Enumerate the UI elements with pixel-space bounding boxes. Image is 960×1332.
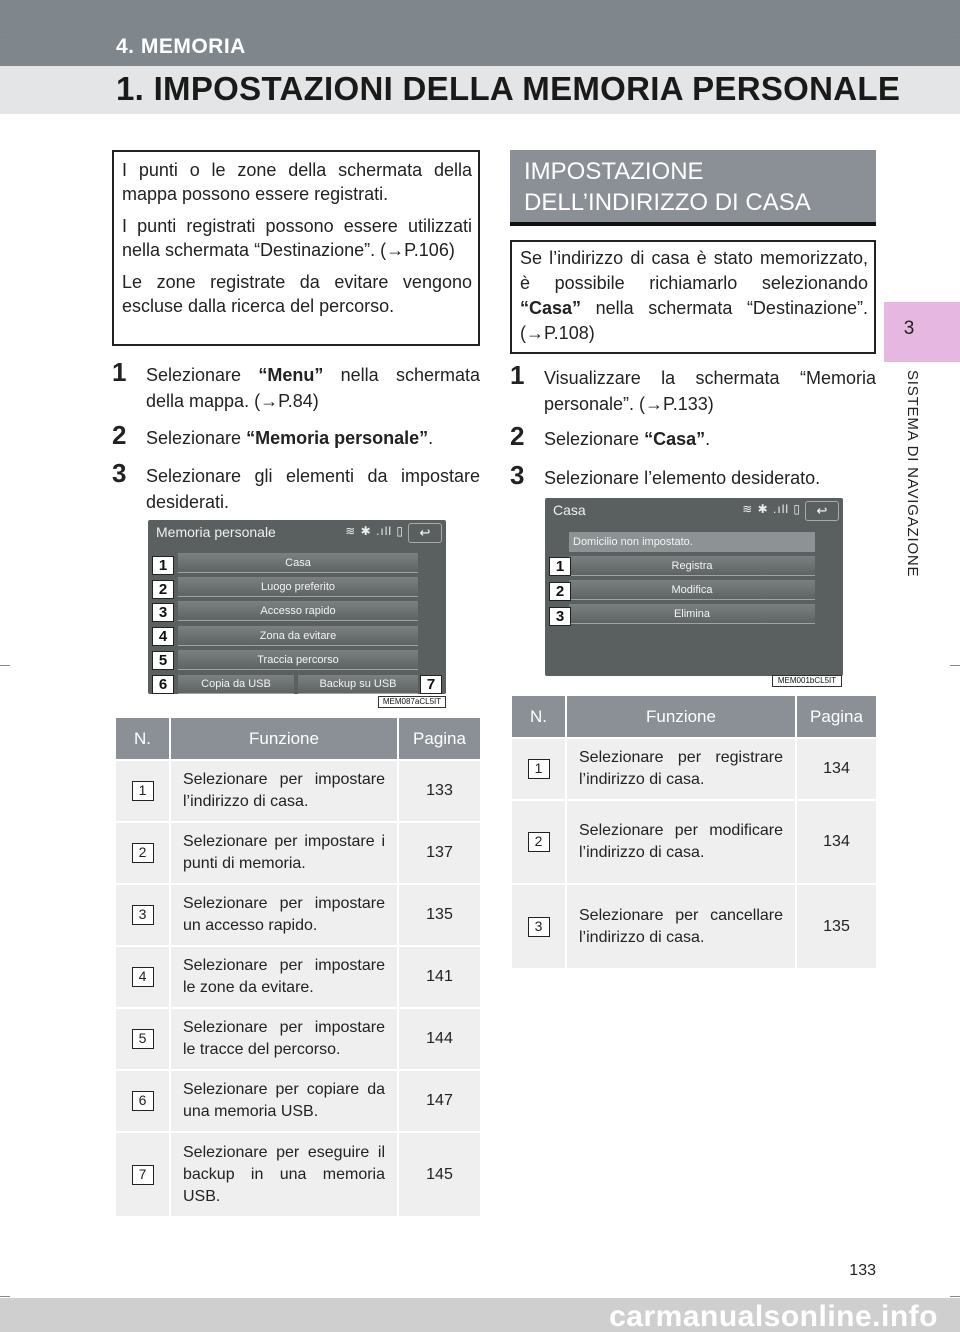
row-page: 137	[398, 822, 480, 884]
home-intro-box	[510, 240, 876, 354]
intro-paragraph: I punti registrati possono essere utilizzati nella schermata “Destinazione”. (→P.106)	[122, 216, 472, 260]
table-row	[512, 884, 876, 968]
accesso-rapido-button[interactable]: Accesso rapido	[178, 601, 418, 621]
home-address-field: Domicilio non impostato.	[569, 532, 815, 552]
callout-3: 3	[152, 603, 174, 622]
row-function: Selezionare per impostare le tracce del percorso.	[170, 1008, 398, 1070]
chapter-side-title: SISTEMA DI NAVIGAZIONE	[904, 370, 921, 578]
casa-button[interactable]: Casa	[178, 553, 418, 573]
row-number: 6	[132, 1091, 154, 1111]
table-row	[512, 738, 876, 800]
row-page: 135	[398, 884, 480, 946]
row-function: Selezionare per registrare l’indirizzo di casa.	[566, 738, 796, 800]
home-step-3: 3 Selezionare l’elemento desiderato.	[510, 460, 821, 490]
table-row	[116, 884, 480, 946]
callout-2: 2	[549, 582, 571, 601]
table-row	[116, 946, 480, 1008]
row-number: 1	[528, 759, 550, 779]
col-header-n: N.	[512, 696, 566, 738]
luogo-preferito-button[interactable]: Luogo preferito	[178, 577, 418, 597]
callout-2: 2	[152, 580, 174, 599]
row-page: 133	[398, 760, 480, 822]
row-function: Selezionare per copiare da una memoria USB.	[170, 1070, 398, 1132]
table-row	[116, 1070, 480, 1132]
status-icons: ≋ ✱ .ıll ▯	[742, 502, 801, 516]
crop-mark	[0, 34, 10, 35]
crop-mark	[950, 665, 960, 666]
table-row	[512, 800, 876, 884]
step-number: 1	[510, 360, 525, 390]
home-intro-paragraph: Se l’indirizzo di casa è stato memorizzato, è possibile richiamarlo selezionando “Casa” nella schermata “Destinazione”. (→P.108)	[520, 248, 868, 343]
memoria-personale-screen	[148, 520, 446, 694]
left-function-table	[116, 718, 480, 1216]
callout-4: 4	[152, 627, 174, 646]
row-page: 134	[796, 800, 876, 884]
row-number: 3	[528, 917, 550, 937]
step-number: 2	[510, 421, 525, 451]
table-row	[116, 1132, 480, 1216]
zona-da-evitare-button[interactable]: Zona da evitare	[178, 626, 418, 646]
crop-mark	[0, 665, 10, 666]
chapter-number: 3	[903, 318, 915, 339]
step-number: 2	[112, 420, 127, 450]
col-header-pagina: Pagina	[796, 696, 876, 738]
intro-paragraph: Le zone registrate da evitare vengono escluse dalla ricerca del percorso.	[122, 272, 472, 316]
row-function: Selezionare per eseguire il backup in una memoria USB.	[170, 1132, 398, 1216]
row-number: 3	[132, 905, 154, 925]
row-number: 2	[132, 843, 154, 863]
callout-6: 6	[152, 675, 174, 694]
backup-su-usb-button[interactable]: Backup su USB	[298, 675, 418, 694]
row-function: Selezionare per impostare le zone da evitare.	[170, 946, 398, 1008]
row-page: 134	[796, 738, 876, 800]
image-code: MEM001bCL5IT	[772, 675, 842, 687]
row-page: 141	[398, 946, 480, 1008]
screen-title: Casa	[553, 502, 586, 518]
row-page: 144	[398, 1008, 480, 1070]
home-step-1: 1 Visualizzare la schermata “Memoria personale”. (→P.133)	[510, 360, 876, 414]
col-header-funzione: Funzione	[170, 718, 398, 760]
crop-mark	[950, 34, 960, 35]
callout-1: 1	[152, 556, 174, 575]
step-number: 3	[112, 458, 127, 488]
casa-screen	[545, 498, 843, 676]
right-function-table	[512, 696, 876, 968]
status-icons: ≋ ✱ .ıll ▯	[345, 524, 404, 538]
page-number: 133	[849, 1262, 876, 1279]
step-number: 3	[510, 460, 525, 490]
row-function: Selezionare per modificare l’indirizzo di casa.	[566, 800, 796, 884]
elimina-button[interactable]: Elimina	[569, 604, 815, 624]
image-code: MEM087aCL5IT	[378, 696, 446, 708]
col-header-n: N.	[116, 718, 170, 760]
row-function: Selezionare per cancellare l’indirizzo di casa.	[566, 884, 796, 968]
intro-paragraph: I punti o le zone della schermata della mappa possono essere registrati.	[122, 160, 472, 204]
step-1: 1 Selezionare “Menu” nella schermata della mappa. (→P.84)	[112, 357, 480, 411]
modifica-button[interactable]: Modifica	[569, 580, 815, 600]
callout-7: 7	[420, 675, 442, 694]
row-number: 5	[132, 1029, 154, 1049]
row-page: 145	[398, 1132, 480, 1216]
row-number: 4	[132, 967, 154, 987]
row-number: 7	[132, 1165, 154, 1185]
registra-button[interactable]: Registra	[569, 556, 815, 576]
table-row	[116, 822, 480, 884]
section-heading: IMPOSTAZIONE DELL’INDIRIZZO DI CASA	[510, 150, 876, 226]
callout-3: 3	[549, 607, 571, 626]
row-number: 1	[132, 781, 154, 801]
footer-watermark	[0, 1298, 960, 1332]
watermark-text: carmanualsonline.info	[609, 1300, 938, 1332]
back-button[interactable]: ↩	[805, 501, 839, 521]
col-header-funzione: Funzione	[566, 696, 796, 738]
step-2: 2 Selezionare “Memoria personale”.	[112, 420, 434, 450]
table-row	[116, 760, 480, 822]
row-number: 2	[528, 832, 550, 852]
row-page: 147	[398, 1070, 480, 1132]
intro-box	[112, 150, 480, 346]
col-header-pagina: Pagina	[398, 718, 480, 760]
row-function: Selezionare per impostare un accesso rapido.	[170, 884, 398, 946]
crop-mark	[950, 1296, 960, 1297]
copia-da-usb-button[interactable]: Copia da USB	[178, 675, 294, 694]
row-function: Selezionare per impostare l’indirizzo di casa.	[170, 760, 398, 822]
step-number: 1	[112, 357, 127, 387]
traccia-percorso-button[interactable]: Traccia percorso	[178, 650, 418, 670]
chapter-label: 4. MEMORIA	[116, 35, 246, 58]
row-page: 135	[796, 884, 876, 968]
screen-title: Memoria personale	[156, 524, 276, 540]
page-title: 1. IMPOSTAZIONI DELLA MEMORIA PERSONALE	[116, 70, 901, 107]
back-button[interactable]: ↩	[408, 523, 442, 543]
row-function: Selezionare per impostare i punti di memoria.	[170, 822, 398, 884]
home-step-2: 2 Selezionare “Casa”.	[510, 421, 711, 451]
crop-mark	[0, 1296, 10, 1297]
callout-5: 5	[152, 651, 174, 670]
callout-1: 1	[549, 557, 571, 576]
table-row	[116, 1008, 480, 1070]
step-3: 3 Selezionare gli elementi da impostare desiderati.	[112, 458, 480, 512]
